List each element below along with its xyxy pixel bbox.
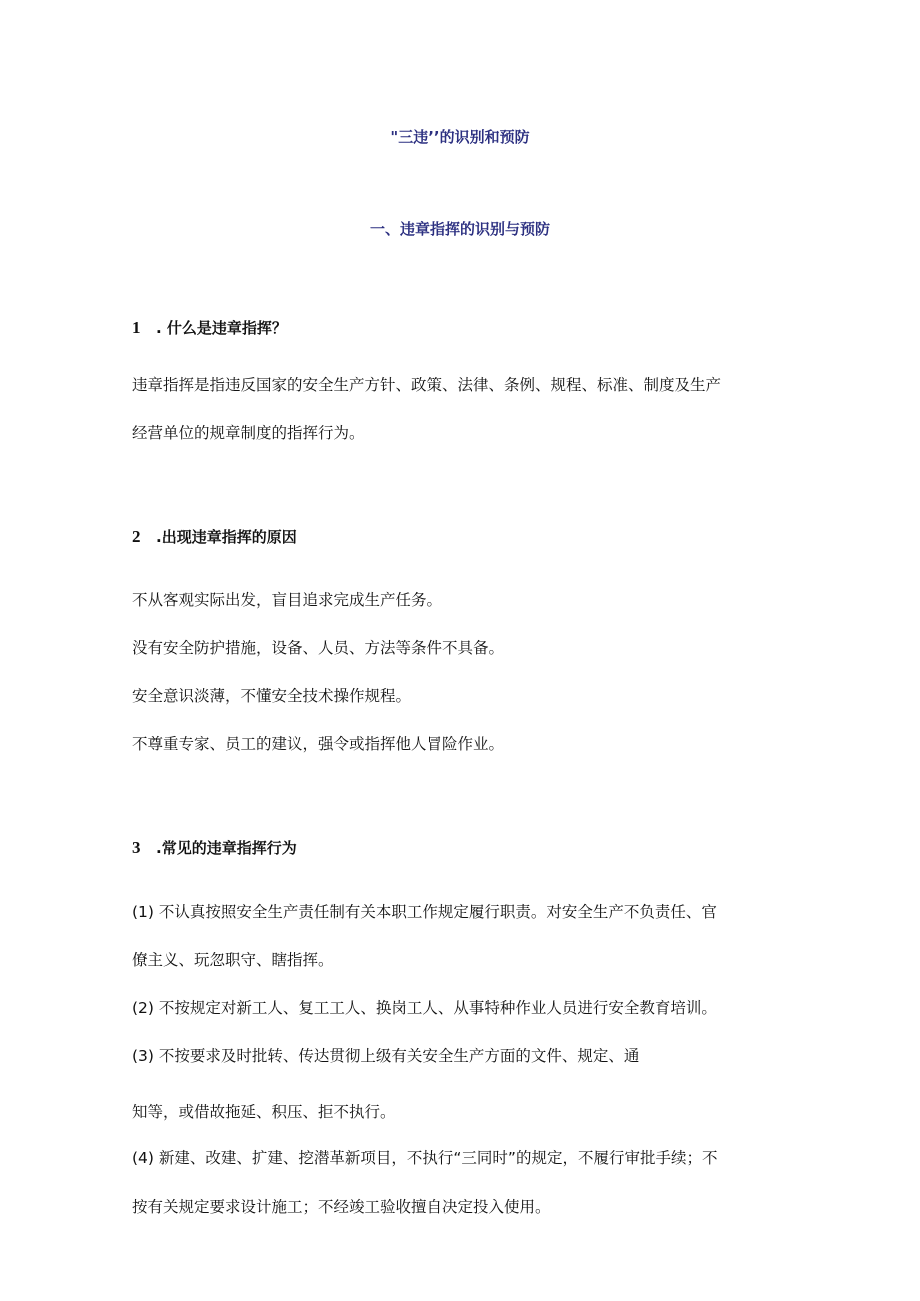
paragraph-line: 知等，或借故拖延、积压、拒不执行。 xyxy=(132,1103,396,1121)
section-title: 一、违章指挥的识别与预防 xyxy=(369,220,550,238)
paragraph-line: 不从客观实际出发，盲目追求完成生产任务。 xyxy=(132,591,443,609)
paragraph-line: 违章指挥是指违反国家的安全生产方针、政策、法律、条例、规程、标准、制度及生产 xyxy=(132,376,722,394)
paragraph-line: (1) 不认真按照安全生产责任制有关本职工作规定履行职责。对安全生产不负责任、官 xyxy=(132,903,717,921)
subsection-number: 1 xyxy=(132,318,141,337)
subsection-heading-text: .出现违章指挥的原因 xyxy=(156,528,297,546)
paragraph-line: 不尊重专家、员工的建议，强令或指挥他人冒险作业。 xyxy=(132,735,505,753)
subsection-heading-3 xyxy=(132,839,297,856)
paragraph-line: 僚主义、玩忽职守、瞎指挥。 xyxy=(132,951,334,969)
subsection-heading-2 xyxy=(132,528,297,545)
subsection-heading-1 xyxy=(132,319,287,336)
paragraph-line: (4) 新建、改建、扩建、挖潜革新项目，不执行“三同时”的规定，不履行审批手续；不 xyxy=(132,1149,718,1167)
document-title: "三违’’的识别和预防 xyxy=(390,128,530,146)
paragraph-line: (2) 不按规定对新工人、复工工人、换岗工人、从事特种作业人员进行安全教育培训。 xyxy=(132,999,717,1017)
paragraph-line: 经营单位的规章制度的指挥行为。 xyxy=(132,424,365,442)
subsection-heading-text: . 什么是违章指挥？ xyxy=(156,319,287,337)
paragraph-line: (3) 不按要求及时批转、传达贯彻上级有关安全生产方面的文件、规定、通 xyxy=(132,1047,640,1065)
subsection-number: 2 xyxy=(132,527,141,546)
subsection-heading-text: .常见的违章指挥行为 xyxy=(156,839,297,857)
paragraph-line: 按有关规定要求设计施工；不经竣工验收擅自决定投入使用。 xyxy=(132,1198,551,1216)
subsection-number: 3 xyxy=(132,838,141,857)
paragraph-line: 没有安全防护措施，设备、人员、方法等条件不具备。 xyxy=(132,639,505,657)
paragraph-line: 安全意识淡薄，不懂安全技术操作规程。 xyxy=(132,687,412,705)
